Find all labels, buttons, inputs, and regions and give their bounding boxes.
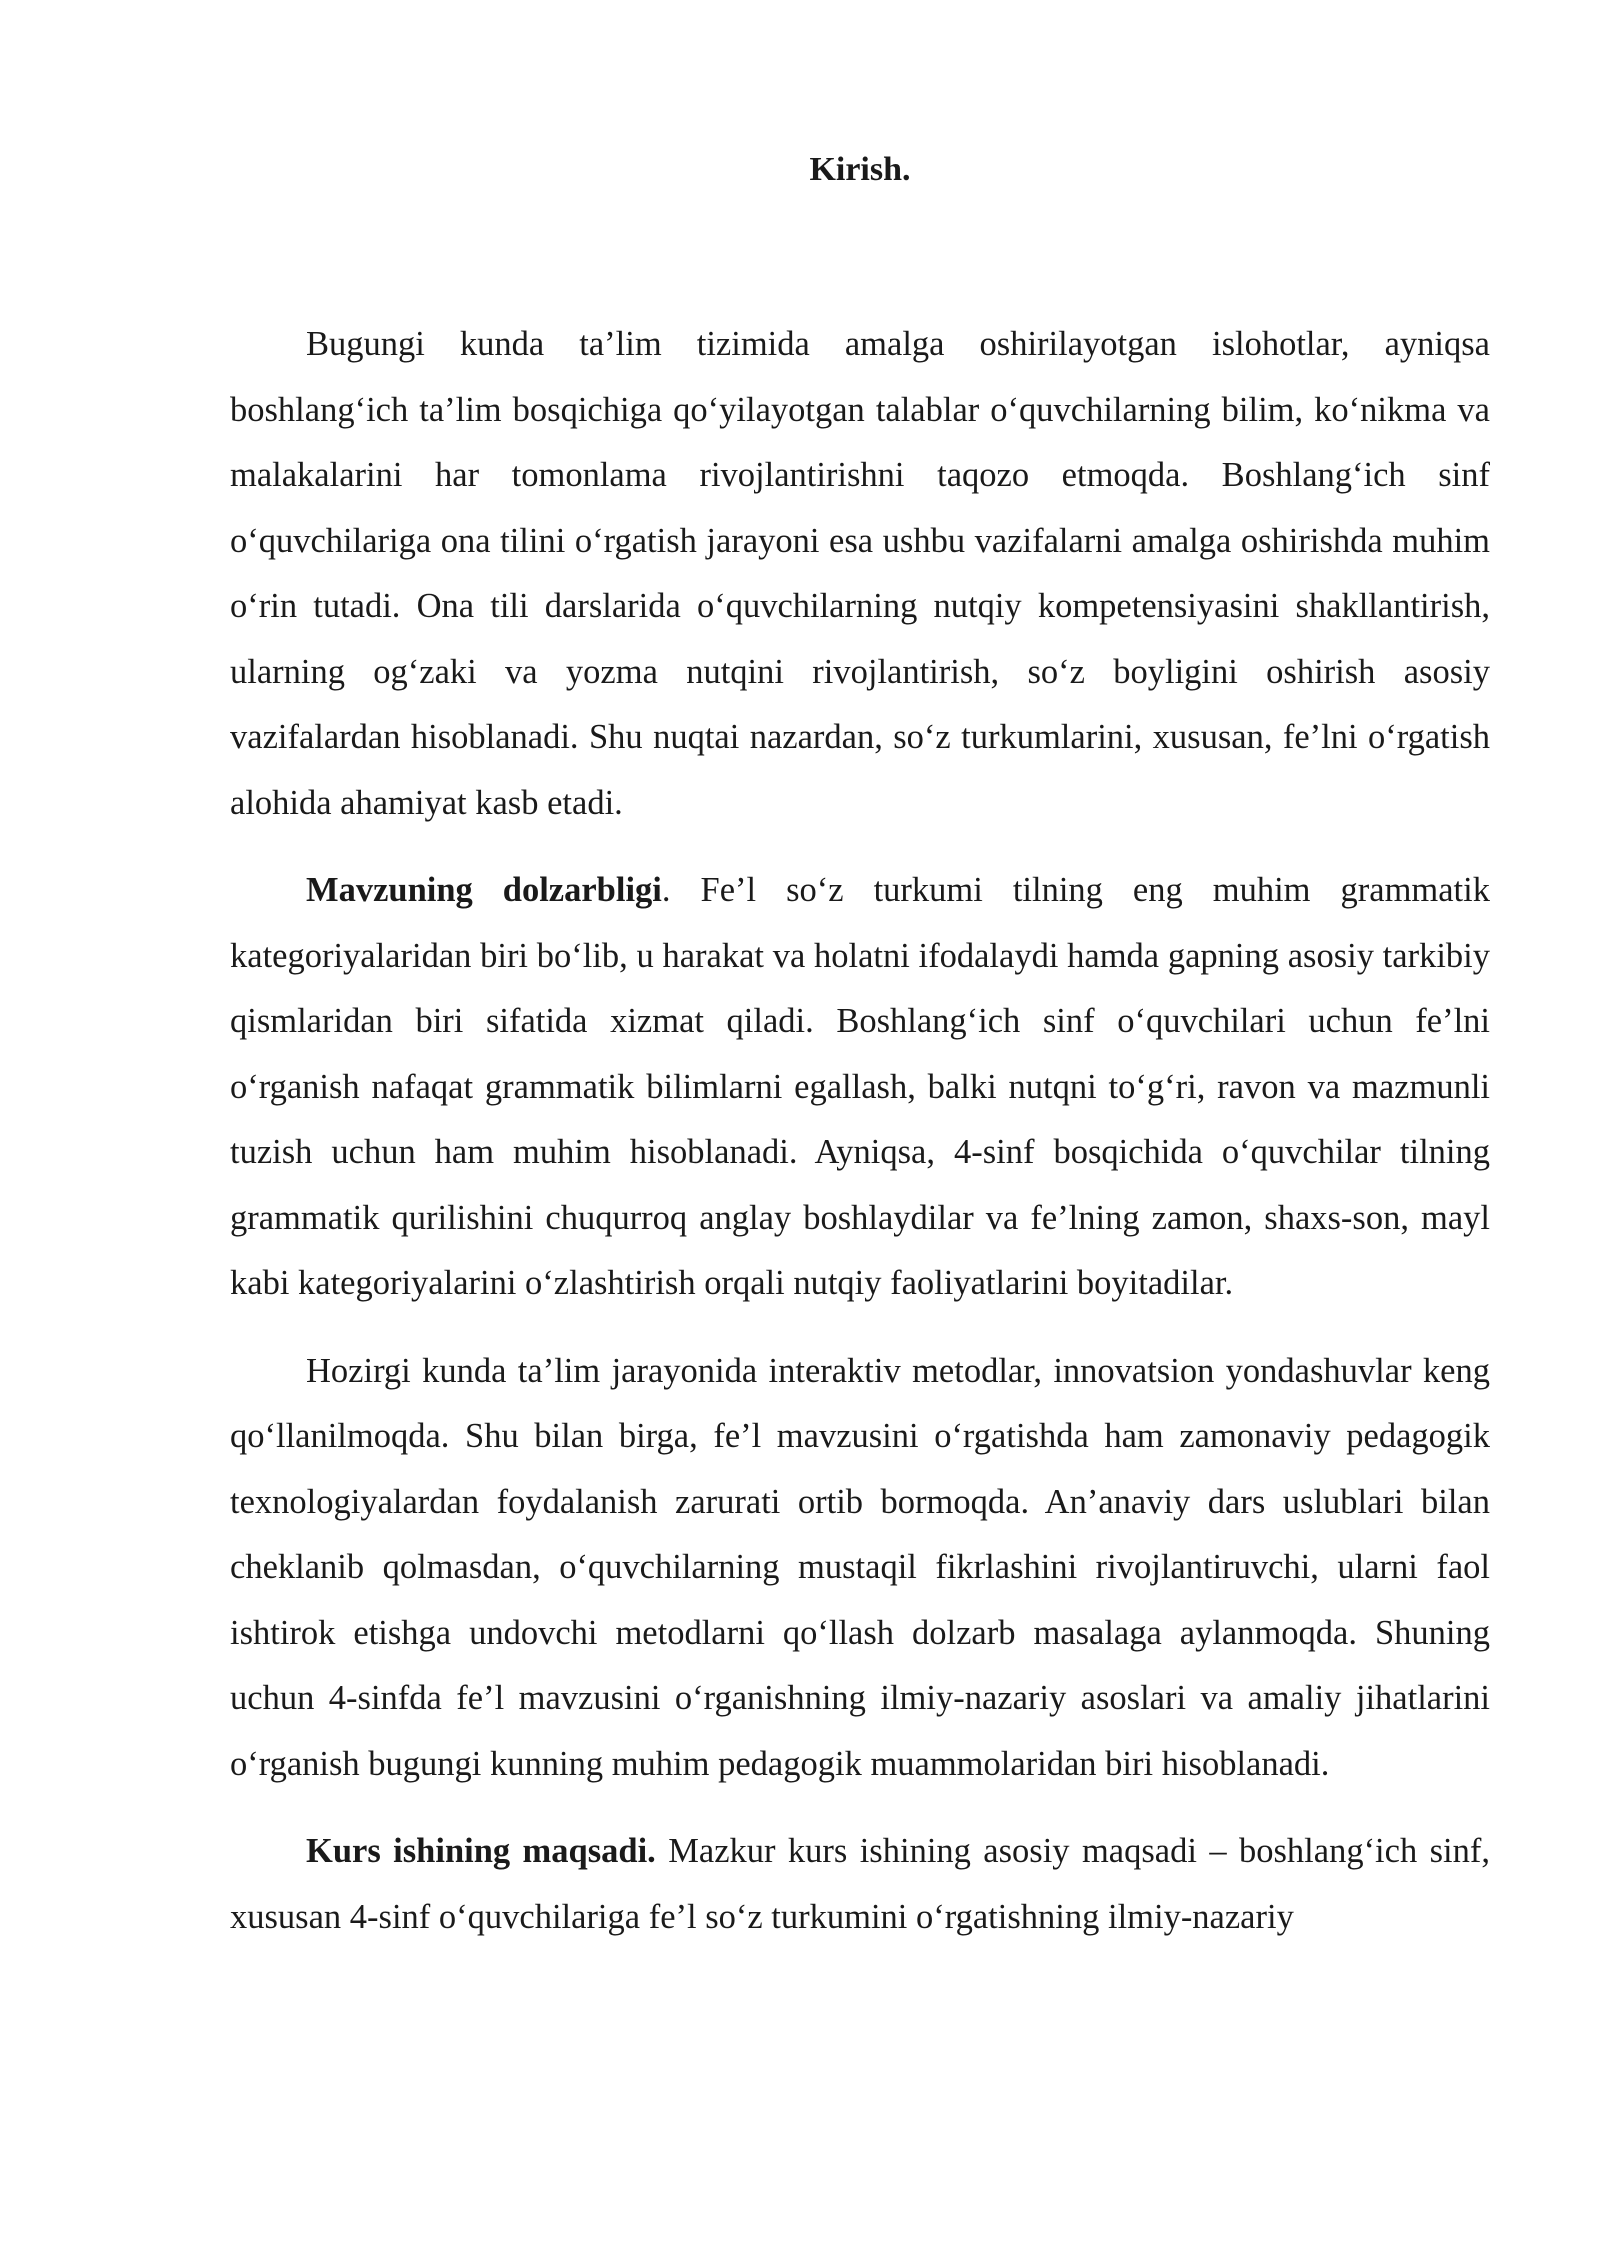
paragraph-methods — [230, 1339, 1490, 1798]
paragraph-text: Hozirgi kunda ta’lim jarayonida interaktiv metodlar, innovatsion yondashuvlar keng qo‘llanilmoqda. Shu bilan birga, fe’l mavzusini o‘rgatishda ham zamonaviy pedagogik texnologiyalardan foydalanish zarurati ortib bormoqda. An’anaviy dars uslublari bilan cheklanib qolmasdan, o‘quvchilarning mustaqil fikrlashini rivojlantiruvchi, ularni faol ishtirok etishga undovchi metodlarni qo‘llash dolzarb masalaga aylanmoqda. Shuning uchun 4-sinfda fe’l mavzusini o‘rganishning ilmiy-nazariy asoslari va amaliy jihatlarini o‘rganish bugungi kunning muhim pedagogik muammolaridan biri hisoblanadi. — [230, 1351, 1490, 1783]
paragraph-lead-relevance: Mavzuning dolzarbligi — [306, 871, 662, 909]
page-title: Kirish. — [809, 151, 911, 188]
paragraph-goal — [230, 1819, 1490, 1950]
paragraph-intro — [230, 312, 1490, 836]
paragraph-relevance — [230, 858, 1490, 1317]
paragraph-lead-goal: Kurs ishining maqsadi. — [306, 1832, 656, 1870]
paragraph-text: . Fe’l so‘z turkumi tilning eng muhim grammatik kategoriyalaridan biri bo‘lib, u harakat va holatni ifodalaydi hamda gapning asosiy tarkibiy qismlaridan biri sifatida xizmat qiladi. Boshlang‘ich sinf o‘quvchilari uchun fe’lni o‘rganish nafaqat grammatik bilimlarni egallash, balki nutqni to‘g‘ri, ravon va mazmunli tuzish uchun ham muhim hisoblanadi. Ayniqsa, 4-sinf bosqichida o‘quvchilar tilning grammatik qurilishini chuqurroq anglay boshlaydilar va fe’lning zamon, shaxs-son, mayl kabi kategoriyalarini o‘zlashtirish orqali nutqiy faoliyatlarini boyitadilar. — [230, 871, 1490, 1302]
paragraph-text: Bugungi kunda ta’lim tizimida amalga oshirilayotgan islohotlar, ayniqsa boshlang‘ich ta’lim bosqichiga qo‘yilayotgan talablar o‘quvchilarning bilim, ko‘nikma va malakalarini har tomonlama rivojlantirishni taqozo etmoqda. Boshlang‘ich sinf o‘quvchilariga ona tilini o‘rgatish jarayoni esa ushbu vazifalarni amalga oshirishda muhim o‘rin tutadi. Ona tili darslarida o‘quvchilarning nutqiy kompetensiyasini shakllantirish, ularning og‘zaki va yozma nutqini rivojlantirish, so‘z boyligini oshirish asosiy vazifalardan hisoblanadi. Shu nuqtai nazardan, so‘z turkumlarini, xususan, fe’lni o‘rgatish alohida ahamiyat kasb etadi. — [230, 325, 1490, 822]
paragraph-text: Mazkur kurs ishining asosiy maqsadi – boshlang‘ich sinf, xususan 4-sinf o‘quvchilariga fe’l so‘z turkumini o‘rgatishning ilmiy-nazariy — [230, 1832, 1490, 1936]
